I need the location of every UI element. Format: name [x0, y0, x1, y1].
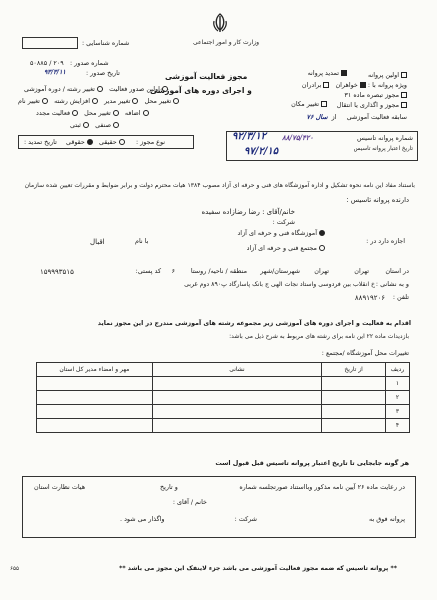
option-first-issue[interactable]: اولین صدور فعالیت	[109, 85, 168, 93]
doc-title-line1: مجوز فعالیت آموزشی	[165, 72, 248, 81]
option-radio-icon	[113, 110, 119, 116]
option-relocation[interactable]: تغییر محل	[84, 109, 119, 117]
options-row-4	[70, 122, 119, 129]
option-radio-icon	[42, 98, 48, 104]
option-radio-checked-icon	[319, 230, 325, 236]
options-row-3	[36, 110, 149, 117]
article-option[interactable]: مجوز تبصره ماده ۳۱	[344, 92, 407, 99]
option-radio-icon	[113, 122, 119, 128]
ministry-name: وزارت کار و امور اجتماعی	[192, 39, 259, 46]
table-header-row	[37, 363, 410, 377]
table-row: ۴	[37, 419, 410, 433]
institute-option-free[interactable]: آموزشگاه فنی و حرفه ای آزاد	[237, 230, 325, 237]
option-radio-icon	[97, 86, 103, 92]
issue-date-value: ۹۳/۳/۱۱	[44, 68, 66, 76]
option-radio-icon	[319, 245, 325, 251]
validity-note: هر گونه جابجایی تا تاریخ اعتبار پروانه تاسیس قبل قبول است	[215, 459, 409, 467]
table-row: ۱	[37, 377, 410, 391]
option-change-course[interactable]: تغییر رشته / دوره آموزشی	[24, 85, 103, 93]
transfer-option[interactable]: مجوز و اگذاری یا انتقال	[337, 102, 407, 109]
license-number-label: شماره پروانه تاسیس	[356, 134, 413, 142]
table-row: ۳	[37, 405, 410, 419]
assign-label: واگذار می شود .	[120, 515, 165, 523]
checkbox-icon	[323, 82, 329, 88]
permit-type-real[interactable]: حقیقی	[99, 138, 125, 146]
action-text: اقدام به فعالیت و اجرای دوره های آموزشی زیر مجموعه رشته های آموزشی مندرج در این مجوز نماید	[97, 320, 411, 327]
checkbox-checked-icon	[360, 82, 366, 88]
option-change-name[interactable]: تغییر نام	[18, 97, 48, 105]
option-radio-icon	[72, 110, 78, 116]
table-row: ۲	[37, 391, 410, 405]
license-number-value: ۹۲/۳/۱۲	[232, 131, 267, 142]
permit-type-legal[interactable]: حقوقی	[66, 138, 93, 146]
city-label: شهرستان/شهر	[260, 267, 300, 275]
phone-label: تلفن :	[392, 293, 409, 301]
renewal-option[interactable]: تمدید پروانه	[308, 70, 347, 77]
option-registered[interactable]: ثبتی	[70, 121, 89, 129]
reg-number-value: ۲۰۹ / ۵۰۸۸۵	[30, 59, 64, 67]
option-radio-icon	[132, 98, 138, 104]
postal-value: ۱۵۹۹۹۳۵۱۵	[40, 268, 74, 276]
options-row-2	[18, 98, 179, 105]
license-validity-value: ۹۷/۲/۱۵	[244, 146, 279, 157]
form-code: ۶۵۵	[10, 566, 20, 572]
col-header-address: نشانی	[152, 363, 322, 377]
holder-permit-label: اجازه دارد در :	[366, 237, 405, 245]
extension-date-label: تاریخ تمدید :	[24, 138, 57, 146]
location-change-option[interactable]: تغییر مکان	[291, 101, 327, 108]
option-reactivation[interactable]: فعالیت مجدد	[36, 109, 78, 117]
history-row: سابقه فعالیت آموزشی از سال ۷۶	[306, 113, 407, 121]
license-to-label: پروانه فوق به	[369, 515, 405, 523]
institute-option-complex[interactable]: مجتمع فنی و حرفه ای آزاد	[247, 245, 325, 252]
reg-number-label: شماره صدور :	[70, 59, 109, 67]
transfer-label: در رعایت ماده ۲۶ آیین نامه مذکور وبااستناد صورتجلسه شماره	[239, 483, 405, 491]
col-header-row-no: ردیف	[386, 363, 410, 377]
permit-type-options	[66, 139, 125, 146]
city-value: تهران	[314, 267, 329, 275]
holder-company-label: شرکت :	[272, 218, 295, 226]
first-issue-option[interactable]: اولین پروانه	[368, 72, 407, 79]
holder-name: خانم/آقای : رضا رضازاده سفیده	[201, 208, 295, 216]
address-value: خ انقلاب بین فردوسی واستاد نجات الهی ج بانک پاسارگاد پ۸۹۰ دوم غربی	[184, 281, 375, 288]
changes-table	[36, 362, 410, 433]
assignee-holder-label: خانم / آقای :	[172, 498, 207, 506]
special-sisters[interactable]: خواهران	[335, 81, 365, 89]
option-radio-icon	[119, 139, 125, 145]
action-note: بازدیدات ماده ۲۲ این نامه برای رشته های مربوط به شرح ذیل می باشد:	[229, 333, 409, 340]
option-radio-icon	[92, 98, 98, 104]
institute-name: اقبال	[90, 238, 105, 246]
option-add-course[interactable]: افزایش رشته	[54, 97, 98, 105]
postal-label: کد پستی:	[135, 267, 161, 275]
transfer-date-label: و تاریخ	[160, 483, 178, 491]
doc-title-line2: و اجرای دوره های آموزشی	[150, 86, 252, 95]
province-value: تهران	[354, 267, 369, 275]
checkbox-icon	[401, 102, 407, 108]
region-label: منطقه / ناحیه/ روستا	[190, 267, 247, 275]
address-label: و به نشانی :	[375, 280, 409, 288]
col-header-signature: مهر و امضاء مدیر کل استان	[37, 363, 153, 377]
issue-date-label: تاریخ صدور :	[86, 69, 120, 77]
province-label: در استان	[385, 267, 409, 275]
bottom-note: ** پروانه تاسیس که ضمه مجوز فعالیت آموزشی می باشد جزء لاینفک این مجوز می باشد **	[119, 565, 397, 572]
holder-label: دارنده پروانه تاسیس :	[346, 196, 409, 204]
intro-text: باستناد مفاد این نامه نحوه تشکیل و اداره آموزشگاه های فنی و حرفه ای آزاد مصوب ۱۳۸۴ هیات محترم دولت و برابر ضوابط و مقررات تعیین شده سازمان	[24, 182, 415, 189]
option-radio-icon	[162, 86, 168, 92]
special-for: ویژه پروانه با : خواهران برادران	[301, 81, 407, 89]
checkbox-icon	[321, 101, 327, 107]
national-id-box	[22, 37, 78, 49]
option-addition[interactable]: اضافه	[125, 109, 149, 117]
options-row-1	[24, 86, 168, 93]
option-change-manager[interactable]: تغییر مدیر	[104, 97, 138, 105]
permit-type-label: نوع مجوز :	[136, 138, 166, 146]
iran-emblem-icon	[209, 12, 231, 36]
checkbox-checked-icon	[341, 70, 347, 76]
phone-value: ۸۸۹۱۹۲۰۶	[354, 294, 385, 302]
checkbox-icon	[401, 92, 407, 98]
region-value: ۶	[171, 267, 175, 275]
license-validity-label: تاریخ اعتبار پروانه تاسیس	[353, 146, 413, 152]
option-radio-checked-icon	[87, 139, 93, 145]
option-change-location[interactable]: تغییر محل	[145, 97, 180, 105]
checkbox-icon	[401, 72, 407, 78]
option-radio-icon	[173, 98, 179, 104]
commission-label: هیات نظارت استان	[34, 483, 86, 491]
col-header-date: از تاریخ	[322, 363, 386, 377]
special-brothers[interactable]: برادران	[302, 81, 329, 89]
assignee-company-label: شرکت :	[234, 515, 257, 523]
option-guild[interactable]: صنفی	[95, 121, 119, 129]
national-id-label: شماره شناسایی :	[82, 39, 130, 47]
changes-label: تغییرات محل آموزشگاه /مجتمع :	[321, 349, 409, 357]
option-radio-icon	[143, 110, 149, 116]
with-name-label: با نام	[135, 237, 149, 245]
license-number-code: ۸۸/۷۵/۴۲۰	[282, 133, 314, 142]
option-radio-icon	[83, 122, 89, 128]
